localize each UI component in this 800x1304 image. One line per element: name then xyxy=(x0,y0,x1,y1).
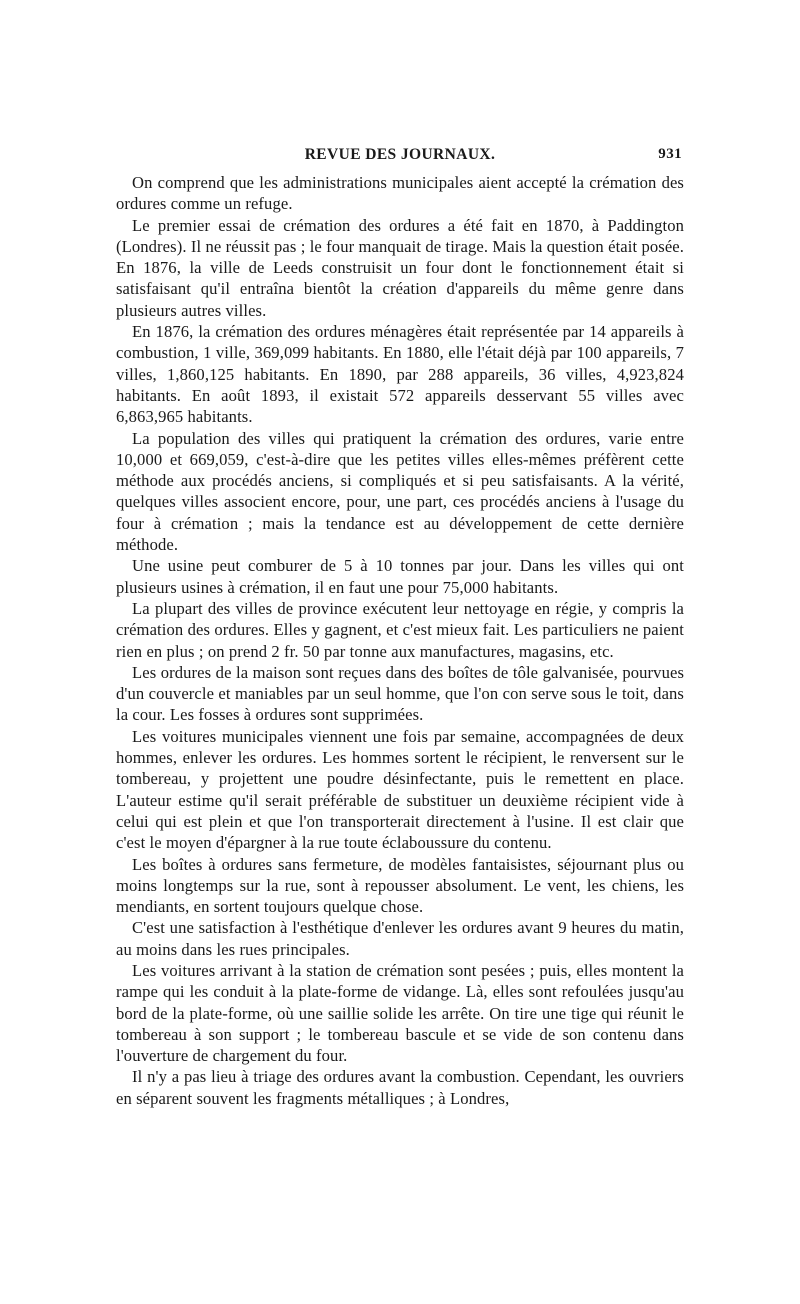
paragraph: La population des villes qui pratiquent la crémation des ordures, varie entre 10,000 et 669,059, c'est-à-dire que les petites villes elles-mêmes préfèrent cette méthode aux procédés anciens, si compliqués et si peu satisfaisants. A la vérité, quelques villes associent encore, pour, une part, ces procédés anciens à l'usage du four à crémation ; mais la tendance est au développement de cette dernière méthode. xyxy=(116,428,684,555)
paragraph: Les voitures municipales viennent une fois par semaine, accompagnées de deux hommes, enlever les ordures. Les hommes sortent le récipient, le renversent sur le tombereau, y projettent une poudre désinfectante, puis le remettent en place. L'auteur estime qu'il serait préférable de substituer un deuxième récipient vide à celui qui est plein et que l'on transporterait directement à l'usine. Il est clair que c'est le moyen d'épargner à la rue toute éclaboussure du contenu. xyxy=(116,726,684,853)
paragraph: Il n'y a pas lieu à triage des ordures avant la combustion. Cependant, les ouvriers en séparent souvent les fragments métalliques ; à Londres, xyxy=(116,1067,684,1108)
paragraph: Les voitures arrivant à la station de crémation sont pesées ; puis, elles montent la rampe qui les conduit à la plate-forme de vidange. Là, elles sont refoulées jusqu'au bord de la plate-forme, où une saillie solide les arrête. On tire une tige qui réunit le tombereau à son support ; le tombereau bascule et se vide de son contenu dans l'ouverture de chargement du four. xyxy=(116,960,684,1066)
paragraph: On comprend que les administrations municipales aient accepté la crémation des ordures comme un refuge. xyxy=(116,173,684,214)
journal-page xyxy=(116,142,684,1109)
paragraph: Les ordures de la maison sont reçues dans des boîtes de tôle galvanisée, pourvues d'un couvercle et maniables par un seul homme, que l'on con serve sous le toit, dans la cour. Les fosses à ordures sont supprimées. xyxy=(116,662,684,725)
paragraph: Le premier essai de crémation des ordures a été fait en 1870, à Paddington (Londres). Il ne réussit pas ; le four manquait de tirage. Mais la question était posée. En 1876, la ville de Leeds construisit un four dont le fonctionnement était si satisfaisant qu'il entraîna bientôt la création d'appareils du même genre dans plusieurs autres villes. xyxy=(116,215,684,320)
paragraph: En 1876, la crémation des ordures ménagères était représentée par 14 appareils à combustion, 1 ville, 369,099 habitants. En 1880, elle l'était déjà par 100 appareils, 7 villes, 1,860,125 habitants. En 1890, par 288 appareils, 36 villes, 4,923,824 habitants. En août 1893, il existait 572 appareils desservant 55 villes avec 6,863,965 habitants. xyxy=(116,322,684,427)
paragraph: La plupart des villes de province exécutent leur nettoyage en régie, y compris la crémation des ordures. Elles y gagnent, et c'est mieux fait. Les particuliers ne paient rien en plus ; on prend 2 fr. 50 par tonne aux manufactures, magasins, etc. xyxy=(116,598,684,661)
page-number: 931 xyxy=(658,146,682,162)
running-head xyxy=(116,142,684,172)
paragraph: Une usine peut comburer de 5 à 10 tonnes par jour. Dans les villes qui ont plusieurs usines à crémation, il en faut une pour 75,000 habitants. xyxy=(116,556,684,597)
paragraph: Les boîtes à ordures sans fermeture, de modèles fantaisistes, séjournant plus ou moins longtemps sur la rue, sont à repousser absolument. Le vent, les chiens, les mendiants, en sortent toujours quelque chose. xyxy=(116,854,684,917)
body-text xyxy=(116,172,684,1109)
paragraph: C'est une satisfaction à l'esthétique d'enlever les ordures avant 9 heures du matin, au moins dans les rues principales. xyxy=(116,918,684,959)
running-title: REVUE DES JOURNAUX. xyxy=(304,146,496,163)
